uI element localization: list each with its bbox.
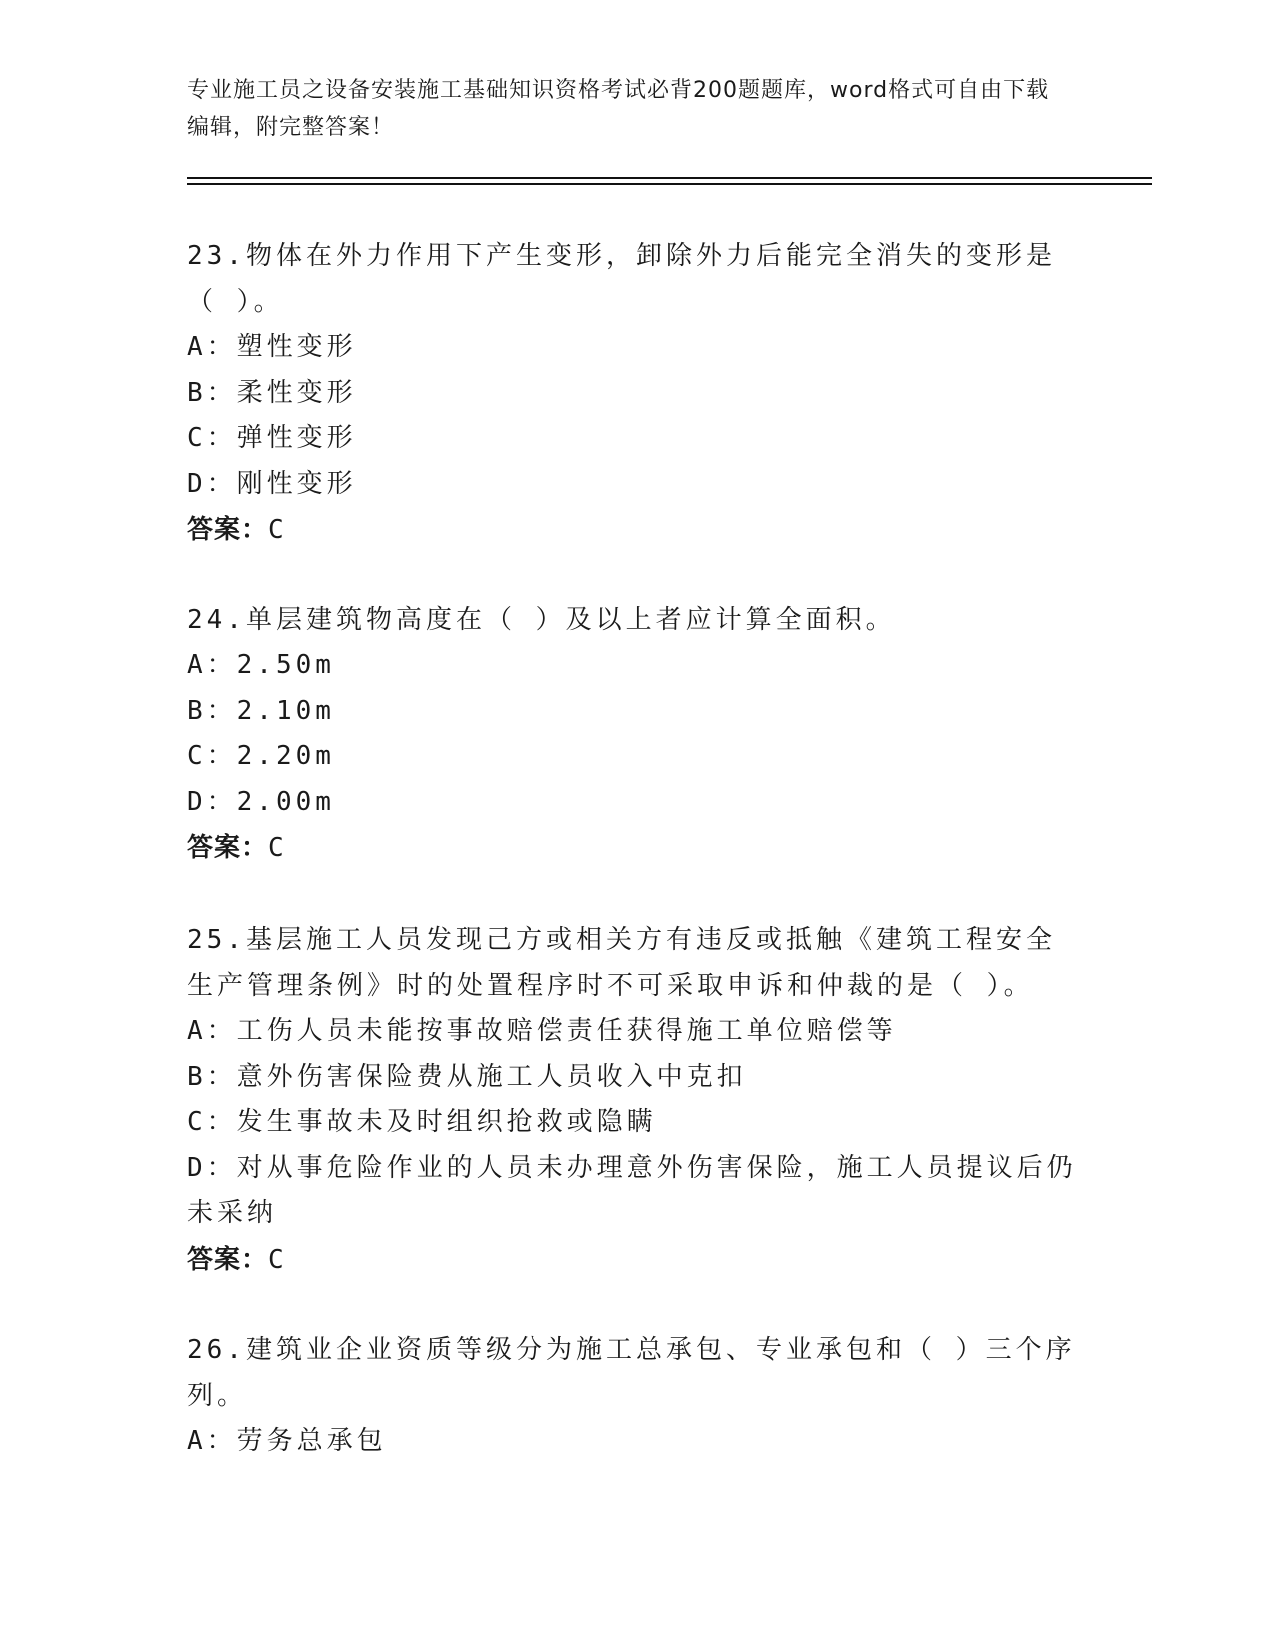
question-24	[187, 597, 1077, 871]
question-stem: 23.物体在外力作用下产生变形，卸除外力后能完全消失的变形是（ ）。	[187, 241, 1056, 317]
answer-label: 答案：	[187, 833, 269, 863]
question-26	[187, 1327, 1077, 1465]
question-stem: 25.基层施工人员发现己方或相关方有违反或抵触《建筑工程安全生产管理条例》时的处置程序时不可采取申诉和仲裁的是（ ）。	[187, 925, 1056, 1001]
option-b: B：意外伤害保险费从施工人员收入中克扣	[187, 1061, 747, 1092]
header-rule-bottom	[187, 183, 1152, 185]
header-rule-top	[187, 177, 1152, 179]
option-a: A：工伤人员未能按事故赔偿责任获得施工单位赔偿等	[187, 1016, 897, 1046]
question-stem: 26.建筑业企业资质等级分为施工总承包、专业承包和（ ）三个序列。	[187, 1335, 1076, 1411]
option-c: C：2.20m	[187, 741, 335, 771]
option-b: B：柔性变形	[187, 377, 357, 408]
answer-label: 答案：	[187, 1244, 269, 1275]
answer-value: C	[268, 1244, 285, 1275]
option-b: B：2.10m	[187, 695, 335, 726]
option-d: D：刚性变形	[187, 468, 357, 499]
question-25	[187, 917, 1077, 1283]
option-d: D：2.00m	[187, 786, 335, 817]
document-header: 专业施工员之设备安装施工基础知识资格考试必背200题题库，word格式可自由下载编辑，附完整答案！	[187, 78, 1050, 140]
answer-line	[187, 1237, 1077, 1283]
answer-line	[187, 825, 1077, 871]
answer-value: C	[268, 515, 285, 545]
question-23	[187, 233, 1077, 553]
answer-line	[187, 507, 1077, 553]
option-a: A：2.50m	[187, 650, 335, 680]
answer-value: C	[268, 833, 285, 863]
option-c: C：发生事故未及时组织抢救或隐瞒	[187, 1107, 657, 1137]
option-d: D：对从事危险作业的人员未办理意外伤害保险，施工人员提议后仍未采纳	[187, 1152, 1077, 1228]
answer-label: 答案：	[187, 515, 269, 545]
option-c: C：弹性变形	[187, 423, 357, 453]
option-a: A：塑性变形	[187, 332, 357, 362]
question-stem: 24.单层建筑物高度在（ ）及以上者应计算全面积。	[187, 605, 896, 635]
option-a: A：劳务总承包	[187, 1426, 387, 1456]
